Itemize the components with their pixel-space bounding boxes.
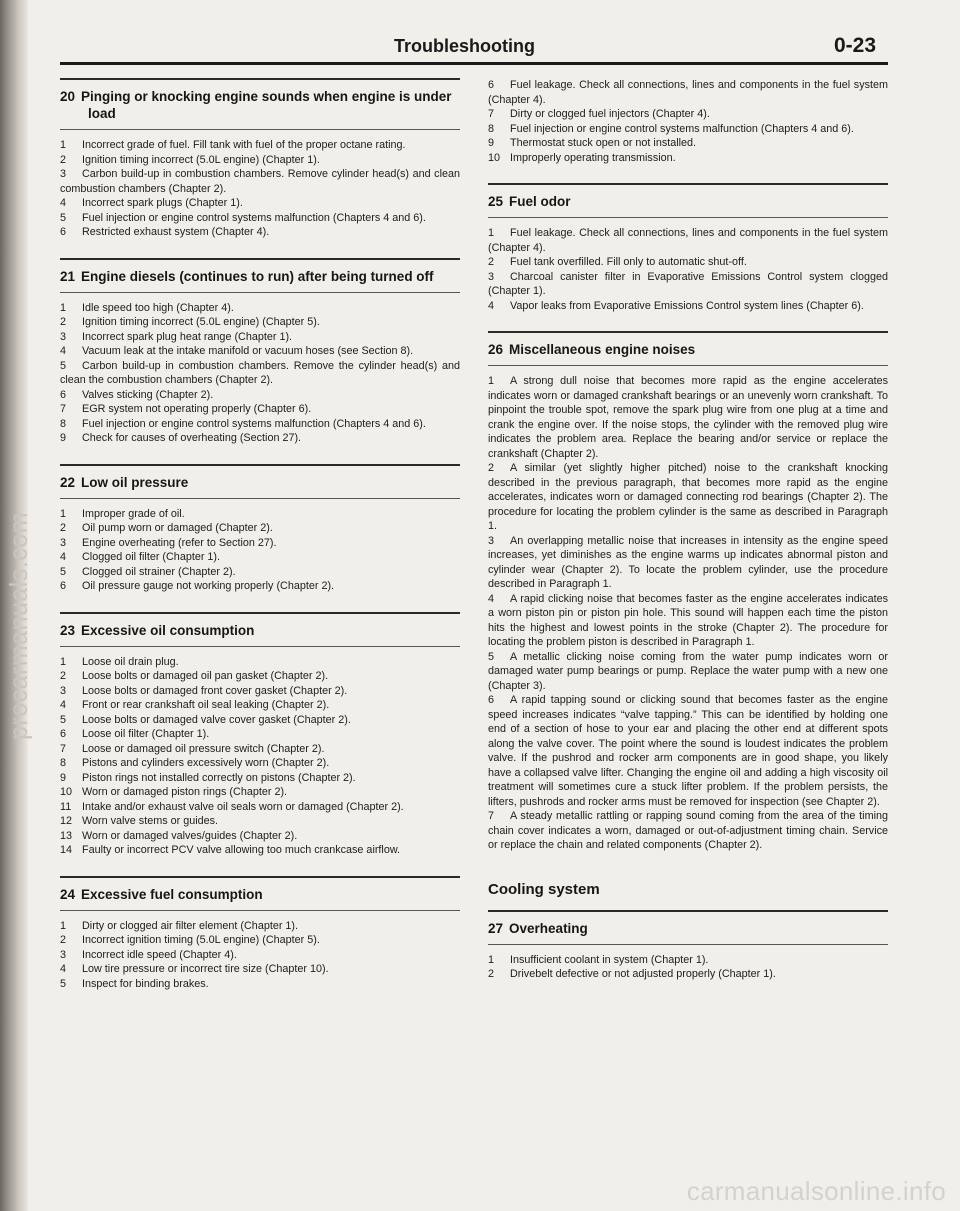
item-list [60,499,460,598]
section-title: Pinging or knocking engine sounds when engine is under load [81,89,452,121]
list-item [60,211,460,226]
list-item [488,226,888,255]
list-item [60,698,460,713]
item-number: 1 [488,375,495,387]
item-number: 5 [488,650,495,663]
list-item [488,255,888,270]
item-text: Fuel injection or engine control systems malfunction (Chapters 4 and 6). [510,122,854,135]
item-number: 1 [60,139,67,151]
list-item [60,330,460,345]
list-item [60,536,460,551]
item-number: 5 [60,713,67,726]
list-item [60,800,460,815]
section-title: Overheating [509,920,588,936]
list-item [60,713,460,728]
item-text: Loose bolts or damaged oil pan gasket (Chapter 2). [82,670,329,682]
item-number: 9 [60,432,67,444]
item-text: Fuel injection or engine control systems malfunction (Chapters 4 and 6). [82,417,426,430]
list-item [60,402,460,417]
item-text: Incorrect spark plugs (Chapter 1). [82,197,243,209]
item-list [60,130,460,244]
list-item [488,967,888,982]
list-item [60,196,460,211]
item-text: Low tire pressure or incorrect tire size (Chapter 10). [82,963,329,975]
section-number: 21 [60,268,76,284]
section-27 [488,910,888,986]
item-text: Carbon build-up in combustion chambers. Remove the cylinder head(s) and clean the combustion chambers (Chapter 2). [60,359,460,386]
list-item [60,669,460,684]
section-26 [488,331,888,857]
list-item [488,136,888,151]
section-title: Excessive oil consumption [81,622,255,638]
item-number: 7 [488,108,495,120]
list-item [60,742,460,757]
list-item [60,167,460,196]
item-number: 3 [60,536,67,549]
list-item [60,417,460,432]
item-text: Loose bolts or damaged front cover gasket (Chapter 2). [82,684,348,697]
list-item [488,151,888,166]
right-column [488,78,888,986]
item-list [60,647,460,862]
section-heading [60,80,460,129]
list-item [60,315,460,330]
item-number: 10 [488,151,501,164]
item-number: 3 [60,168,67,180]
list-item [488,592,888,650]
item-text: Incorrect grade of fuel. Fill tank with fuel of the proper octane rating. [82,139,406,151]
item-number: 1 [60,301,67,314]
item-number: 4 [60,699,67,711]
list-item [60,344,460,359]
item-number: 12 [60,815,73,827]
item-text: Faulty or incorrect PCV valve allowing too much crankcase airflow. [82,844,401,856]
item-list [60,293,460,450]
item-number: 3 [60,948,67,961]
list-item [60,225,460,240]
list-item [60,684,460,699]
item-text: Check for causes of overheating (Section 27). [82,432,302,444]
item-text: Worn or damaged valves/guides (Chapter 2). [82,829,298,842]
item-number: 6 [488,79,495,91]
item-text: A rapid tapping sound or clicking sound that becomes faster as the engine speed increases indicates “valve tapping.” This can be identified by holding one end of a section of hose to your ear and placing the other end at different spots along the valve cover. The point where the sound is loudest indicates the problem valve. If the pushrod and rocker arm components are in good shape, you likely have a collapsed valve lifter. Changing the engine oil and adding a high viscosity oil treatment will sometimes cure a stuck lifter problem. If the problem persists, the lifters, pushrods and rocker arms must be removed for inspection (see Chapter 2). [488,694,888,808]
item-text: Incorrect idle speed (Chapter 4). [82,948,237,961]
item-text: Oil pump worn or damaged (Chapter 2). [82,522,273,534]
item-text: Insufficient coolant in system (Chapter 1). [510,953,709,966]
item-number: 4 [60,197,67,209]
section-number: 24 [60,886,76,902]
list-item [488,809,888,853]
list-item [488,374,888,461]
list-item [60,153,460,168]
item-number: 3 [488,534,495,547]
item-number: 3 [60,684,67,697]
list-item [60,977,460,992]
list-item [488,650,888,694]
section-heading [60,614,460,646]
item-text: Loose bolts or damaged valve cover gasket (Chapter 2). [82,713,351,726]
section-title: Fuel odor [509,194,571,209]
item-list [488,218,888,317]
item-number: 14 [60,844,73,856]
list-item [60,138,460,153]
item-text: Incorrect spark plug heat range (Chapter 1). [82,330,293,343]
item-number: 2 [488,968,495,980]
list-item [60,388,460,403]
item-text: Dirty or clogged fuel injectors (Chapter 4). [510,108,710,120]
section-heading [488,912,888,944]
list-item [60,919,460,934]
list-item [60,431,460,446]
list-item [488,534,888,592]
item-number: 7 [60,403,67,415]
item-text: Front or rear crankshaft oil seal leaking (Chapter 2). [82,699,330,711]
item-text: Ignition timing incorrect (5.0L engine) (Chapter 5). [82,316,320,328]
list-item [488,461,888,534]
item-text: Vacuum leak at the intake manifold or vacuum hoses (see Section 8). [82,345,414,357]
item-number: 4 [488,299,495,312]
item-text: Fuel tank overfilled. Fill only to automatic shut-off. [510,256,747,268]
item-text: Incorrect ignition timing (5.0L engine) (Chapter 5). [82,934,320,946]
list-item [488,78,888,107]
item-list [488,366,888,857]
section-heading [488,185,888,217]
item-text: Clogged oil filter (Chapter 1). [82,551,221,563]
item-text: A strong dull noise that becomes more rapid as the engine accelerates indicates worn or damaged crankshaft bearings or an unevenly worn crankshaft. To pinpoint the trouble spot, remove the spark plug wire from one plug at a time and crank the engine over. If the noise stops, the cylinder with the removed plug wire indicates the problem area. Replace the bearing and/or service or replace the crankshaft (Chapter 2). [488,375,888,460]
list-item [60,843,460,858]
item-number: 6 [60,226,67,238]
item-text: Fuel leakage. Check all connections, lines and components in the fuel system (Chapter 4). [488,79,888,106]
list-item [60,359,460,388]
section-24 [60,876,460,996]
chapter-heading-cooling-system: Cooling system [488,880,600,898]
list-item [60,507,460,522]
continued-item-list [488,78,888,169]
section-number: 22 [60,474,76,490]
item-list [488,945,888,986]
item-text: Piston rings not installed correctly on pistons (Chapter 2). [82,771,356,784]
item-text: Restricted exhaust system (Chapter 4). [82,226,270,238]
list-item [60,829,460,844]
item-number: 6 [488,694,495,706]
section-heading [60,466,460,498]
item-text: Valves sticking (Chapter 2). [82,388,214,401]
item-number: 4 [60,345,67,357]
list-item [488,693,888,809]
item-text: Ignition timing incorrect (5.0L engine) (Chapter 1). [82,153,320,166]
item-number: 2 [60,522,67,534]
item-number: 2 [60,153,67,166]
item-text: Loose oil filter (Chapter 1). [82,728,210,740]
item-number: 4 [60,551,67,563]
item-number: 7 [488,810,495,822]
page-title: Troubleshooting [394,36,535,56]
list-item [60,948,460,963]
item-number: 7 [60,742,67,755]
item-text: Vapor leaks from Evaporative Emissions Control system lines (Chapter 6). [510,299,864,312]
item-text: EGR system not operating properly (Chapter 6). [82,403,312,415]
item-number: 1 [488,227,495,239]
item-number: 5 [60,211,67,224]
section-title: Excessive fuel consumption [81,886,263,902]
list-item [60,727,460,742]
item-number: 3 [488,270,495,283]
list-item [60,933,460,948]
header-rule [60,62,888,65]
item-text: Loose or damaged oil pressure switch (Chapter 2). [82,742,325,755]
item-text: Pistons and cylinders excessively worn (Chapter 2). [82,757,330,769]
item-text: An overlapping metallic noise that increases in intensity as the engine speed increases, yet diminishes as the engine warms up indicates abnormal piston and cylinder wear (Chapter 2). To locate the problem cylinder, use the procedure described in Paragraph 1. [488,534,888,590]
item-number: 6 [60,728,67,740]
item-number: 2 [60,670,67,682]
list-item [488,107,888,122]
section-title: Low oil pressure [81,474,189,490]
section-number: 26 [488,342,504,357]
item-text: Intake and/or exhaust valve oil seals worn or damaged (Chapter 2). [82,800,404,813]
list-item [60,579,460,594]
item-number: 2 [60,934,67,946]
item-text: Drivebelt defective or not adjusted properly (Chapter 1). [510,968,776,980]
item-number: 1 [60,655,67,668]
item-number: 8 [488,122,495,135]
item-number: 4 [488,592,495,605]
item-number: 4 [60,963,67,975]
list-item [488,122,888,137]
section-number: 25 [488,194,504,209]
section-number: 23 [60,622,76,638]
item-text: Worn valve stems or guides. [82,815,219,827]
item-number: 5 [60,977,67,990]
item-number: 9 [60,771,67,784]
watermark-left: procarmanuals.com [5,511,33,740]
item-number: 2 [488,256,495,268]
section-number: 20 [60,89,76,104]
section-25 [488,183,888,317]
item-text: A rapid clicking noise that becomes faster as the engine accelerates indicates a worn piston pin or piston pin hole. This sound will happen each time the piston hits the highest and lowest points in the stroke (Chapter 2). The procedure for locating the problem piston is described in Paragraph 1. [488,592,888,648]
section-title: Miscellaneous engine noises [509,342,696,357]
list-item [60,521,460,536]
item-text: Thermostat stuck open or not installed. [510,137,697,149]
section-22 [60,464,460,598]
item-text: Engine overheating (refer to Section 27). [82,536,277,549]
item-number: 5 [60,359,67,372]
item-number: 6 [60,580,67,592]
item-number: 1 [488,953,495,966]
item-number: 11 [60,800,72,813]
list-item [60,301,460,316]
item-number: 8 [60,757,67,769]
item-text: Inspect for binding brakes. [82,977,209,990]
section-20 [60,78,460,244]
page-number: 0-23 [834,34,877,57]
item-text: Improperly operating transmission. [510,151,676,164]
item-number: 5 [60,565,67,578]
item-number: 2 [60,316,67,328]
item-text: Clogged oil strainer (Chapter 2). [82,565,236,578]
list-item [60,771,460,786]
watermark-bottom: carmanualsonline.info [686,1176,946,1206]
item-number: 3 [60,330,67,343]
list-item [60,814,460,829]
list-item [488,299,888,314]
list-item [60,756,460,771]
item-list [60,911,460,996]
item-number: 6 [60,388,67,401]
item-text: Charcoal canister filter in Evaporative Emissions Control system clogged (Chapter 1). [488,270,888,297]
list-item [60,655,460,670]
item-number: 13 [60,829,73,842]
section-number: 27 [488,920,504,936]
list-item [488,953,888,968]
item-number: 8 [60,417,67,430]
list-item [60,962,460,977]
item-text: Oil pressure gauge not working properly (Chapter 2). [82,580,335,592]
item-text: A metallic clicking noise coming from the water pump indicates worn or damaged water pump bearings or pump. Replace the water pump with a new one (Chapter 3). [488,650,888,692]
item-text: Fuel injection or engine control systems malfunction (Chapters 4 and 6). [82,211,426,224]
item-text: Improper grade of oil. [82,507,185,520]
item-number: 1 [60,507,67,520]
section-heading [60,260,460,292]
item-number: 10 [60,786,73,798]
item-text: Carbon build-up in combustion chambers. Remove cylinder head(s) and clean combustion chambers (Chapter 2). [60,168,460,195]
item-number: 1 [60,919,67,932]
item-number: 2 [488,462,495,474]
list-item [488,270,888,299]
list-item [60,565,460,580]
item-text: Worn or damaged piston rings (Chapter 2). [82,786,288,798]
item-text: Fuel leakage. Check all connections, lines and components in the fuel system (Chapter 4). [488,227,888,254]
list-item [60,550,460,565]
section-heading [60,878,460,910]
list-item [60,785,460,800]
item-number: 9 [488,137,495,149]
item-text: Dirty or clogged air filter element (Chapter 1). [82,919,299,932]
left-column [60,78,460,995]
item-text: A similar (yet slightly higher pitched) noise to the crankshaft knocking described in the previous paragraph, that becomes more rapid as the engine accelerates, indicates worn or damaged connecting rod bearings (Chapter 2). The procedure for locating the problem cylinder is the same as described in Paragraph 1. [488,462,888,532]
section-21 [60,258,460,450]
item-text: Idle speed too high (Chapter 4). [82,301,234,314]
item-text: Loose oil drain plug. [82,655,179,668]
section-title: Engine diesels (continues to run) after being turned off [81,268,434,284]
item-text: A steady metallic rattling or rapping sound coming from the area of the timing chain cover indicates a worn, damaged or out-of-adjustment timing chain. Service or replace the chain and related components (Chapter 2). [488,810,888,851]
section-23 [60,612,460,862]
section-heading [488,333,888,365]
